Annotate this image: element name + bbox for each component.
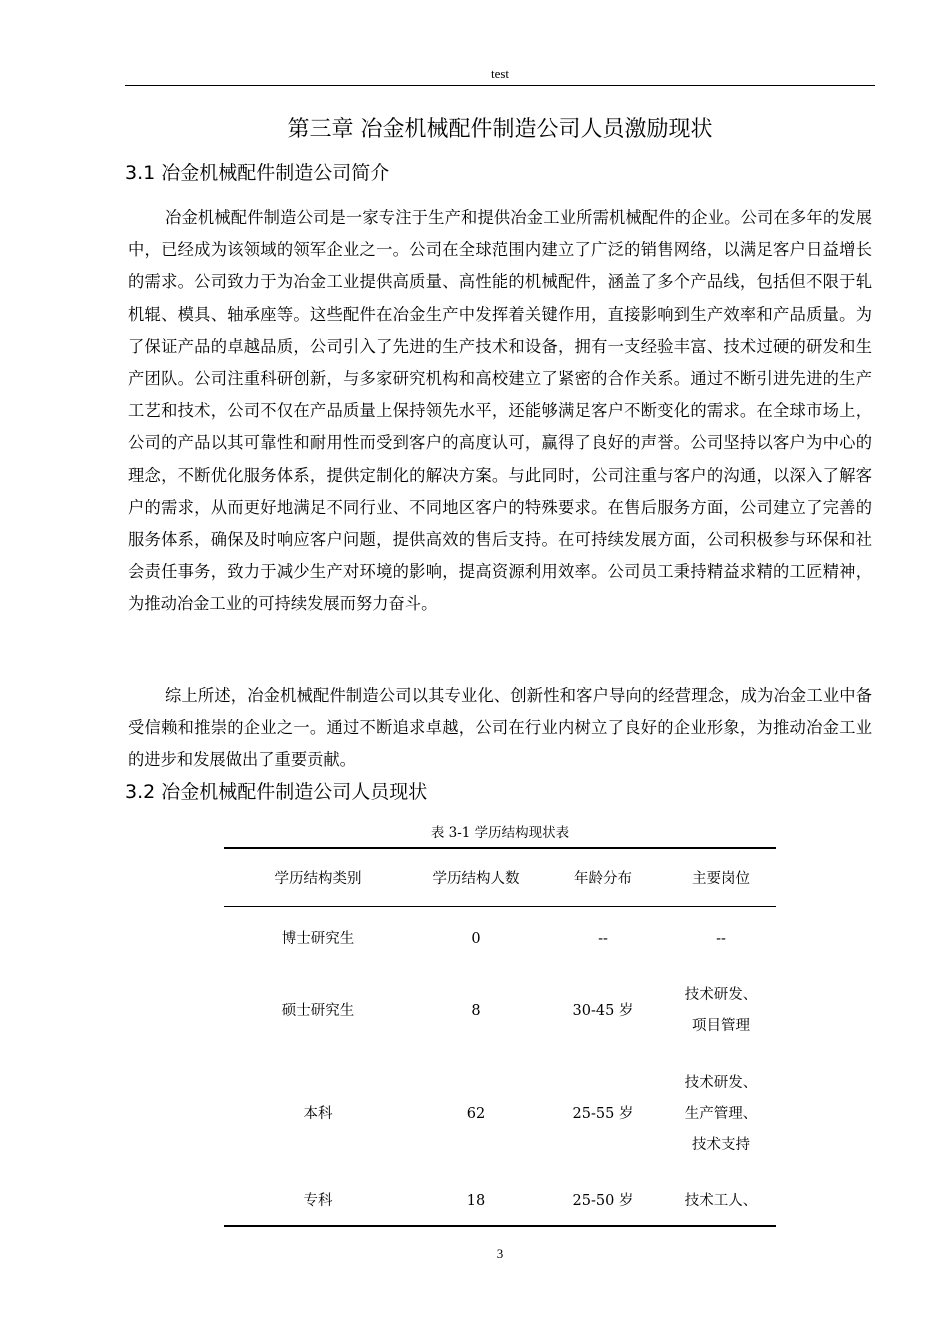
cell-category: 博士研究生: [281, 930, 355, 947]
header-positions: 主要岗位: [666, 848, 776, 906]
table-row: [224, 1178, 776, 1226]
chapter-title: 第三章 冶金机械配件制造公司人员激励现状: [287, 117, 713, 142]
cell-age: --: [598, 930, 608, 947]
cell-age: 30-45 岁: [572, 1002, 634, 1019]
section-heading-3-2: 3.2 冶金机械配件制造公司人员现状: [125, 781, 428, 803]
cell-positions: [666, 906, 776, 972]
position-line: 技术研发、: [684, 987, 758, 1003]
position-line: 技术研发、: [684, 1074, 758, 1091]
position-line: --: [716, 930, 726, 947]
body-paragraph-2: 综上所述，冶金机械配件制造公司以其专业化、创新性和客户导向的经营理念，成为冶金工业中备受信赖和推崇的企业之一。通过不断追求卓越，公司在行业内树立了良好的企业形象，为推动冶金工业的进步和发展做出了重要贡献。: [128, 686, 872, 770]
table-row: [224, 1050, 776, 1178]
table-row: [224, 972, 776, 1050]
cell-count: 0: [471, 930, 481, 947]
running-header: test: [490, 66, 510, 81]
cell-count: 62: [466, 1105, 486, 1122]
header-age: 年龄分布: [540, 848, 666, 906]
table-row: [224, 906, 776, 972]
page-number: 3: [496, 1246, 504, 1261]
section-heading-3-1: 3.1 冶金机械配件制造公司简介: [125, 162, 390, 184]
position-line: 技术支持: [692, 1136, 750, 1153]
table-caption: 表 3-1 学历结构现状表: [430, 825, 570, 841]
cell-category: 专科: [224, 1178, 412, 1226]
cell-positions: [666, 972, 776, 1050]
cell-positions: [666, 1178, 776, 1226]
position-line: 项目管理: [692, 1018, 750, 1034]
table-header-row: [224, 848, 776, 906]
cell-positions: [666, 1050, 776, 1178]
cell-age: 25-55 岁: [572, 1105, 634, 1122]
header-divider: [125, 85, 875, 86]
education-structure-table: [224, 847, 776, 1227]
cell-age: 25-50 岁: [540, 1178, 666, 1226]
cell-category: 本科: [303, 1105, 333, 1122]
header-count: 学历结构人数: [412, 848, 540, 906]
header-category: 学历结构类别: [224, 848, 412, 906]
position-line: 生产管理、: [684, 1105, 758, 1122]
cell-count: 18: [412, 1178, 540, 1226]
body-paragraph-1: 冶金机械配件制造公司是一家专注于生产和提供冶金工业所需机械配件的企业。公司在多年的发展中，已经成为该领域的领军企业之一。公司在全球范围内建立了广泛的销售网络，以满足客户日益增长的需求。公司致力于为冶金工业提供高质量、高性能的机械配件，涵盖了多个产品线，包括但不限于轧机辊、模具、轴承座等。这些配件在冶金生产中发挥着关键作用，直接影响到生产效率和产品质量。为了保证产品的卓越品质，公司引入了先进的生产技术和设备，拥有一支经验丰富、技术过硬的研发和生产团队。公司注重科研创新，与多家研究机构和高校建立了紧密的合作关系。通过不断引进先进的生产工艺和技术，公司不仅在产品质量上保持领先水平，还能够满足客户不断变化的需求。在全球市场上，公司的产品以其可靠性和耐用性而受到客户的高度认可，赢得了良好的声誉。公司坚持以客户为中心的理念，不断优化服务体系，提供定制化的解决方案。与此同时，公司注重与客户的沟通，以深入了解客户的需求，从而更好地满足不同行业、不同地区客户的特殊要求。在售后服务方面，公司建立了完善的服务体系，确保及时响应客户问题，提供高效的售后支持。在可持续发展方面，公司积极参与环保和社会责任事务，致力于减少生产对环境的影响，提高资源利用效率。公司员工秉持精益求精的工匠精神，为推动冶金工业的可持续发展而努力奋斗。: [128, 208, 872, 614]
cell-category: 硕士研究生: [281, 1002, 355, 1019]
position-line: 技术工人、: [684, 1193, 758, 1209]
cell-count: 8: [471, 1002, 481, 1019]
